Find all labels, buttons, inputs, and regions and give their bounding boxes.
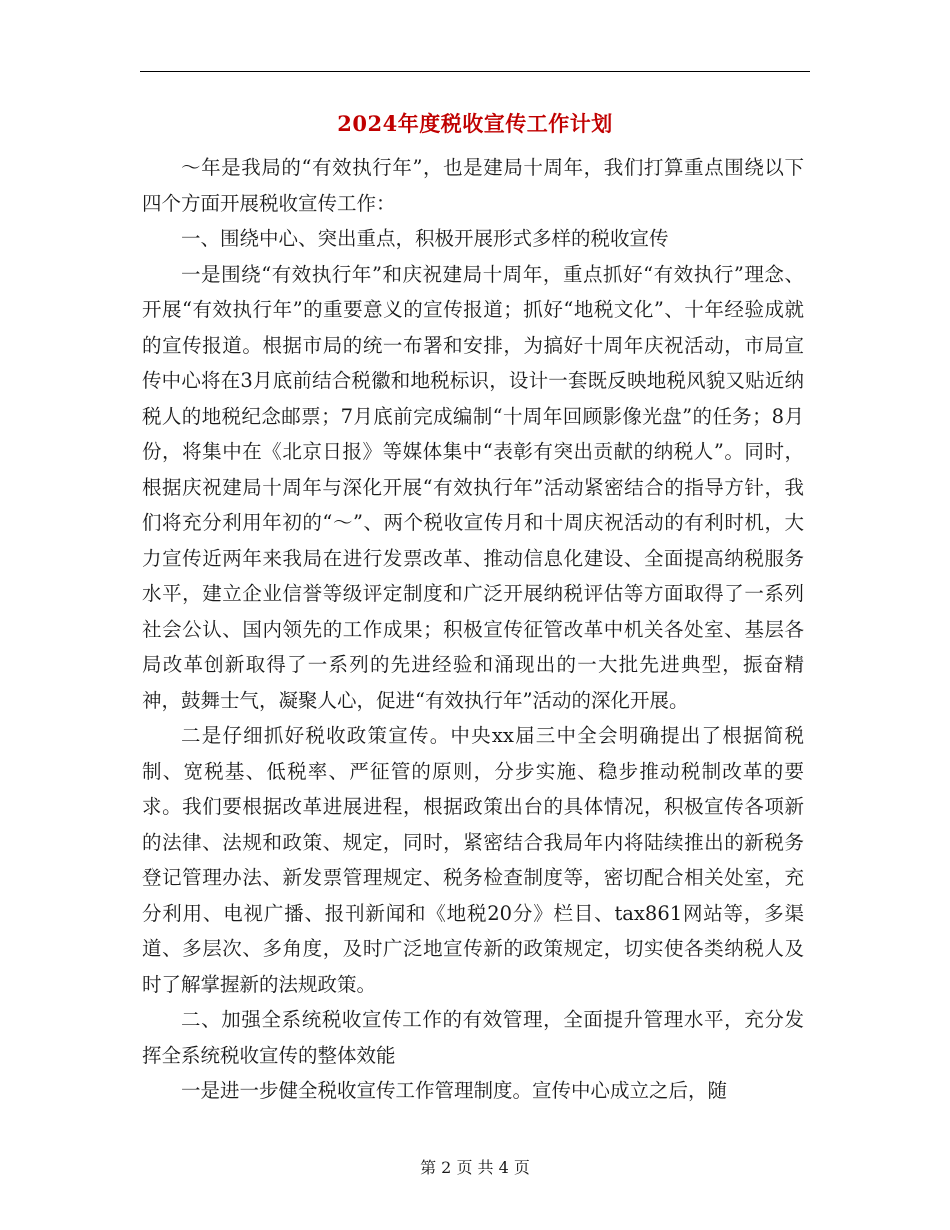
section-heading-1: 一、围绕中心、突出重点，积极开展形式多样的税收宣传 bbox=[181, 227, 669, 250]
document-body bbox=[142, 150, 804, 1109]
paragraph-1-2: 二是仔细抓好税收政策宣传。中央xx届三中全会明确提出了根据简税制、宽税基、低税率、严征管的原则，分步实施、稳步推动税制改革的要求。我们要根据改革进展进程，根据政策出台的具体情况，积极宣传各项新的法律、法规和政策、规定，同时，紧密结合我局年内将陆续推出的新税务登记管理办法、新发票管理规定、税务检查制度等，密切配合相关处室，充分利用、电视广播、报刊新闻和《地税20分》栏目、tax861网站等，多渠道、多层次、多角度，及时广泛地宣传新的政策规定，切实使各类纳税人及时了解掌握新的法规政策。 bbox=[142, 724, 804, 996]
document-title: 2024年度税收宣传工作计划 bbox=[337, 111, 613, 136]
page-number: 第 2 页 共 4 页 bbox=[420, 1158, 530, 1177]
paragraph-2-1: 一是进一步健全税收宣传工作管理制度。宣传中心成立之后，随 bbox=[181, 1079, 728, 1102]
section-heading-2: 二、加强全系统税收宣传工作的有效管理，全面提升管理水平，充分发挥全系统税收宣传的整体效能 bbox=[142, 1008, 804, 1067]
header-rule bbox=[140, 71, 810, 72]
page-footer bbox=[0, 1155, 950, 1178]
paragraph-1-1: 一是围绕“有效执行年”和庆祝建局十周年，重点抓好“有效执行”理念、开展“有效执行年”的重要意义的宣传报道；抓好“地税文化”、十年经验成就的宣传报道。根据市局的统一布署和安排，为搞好十周年庆祝活动，市局宣传中心将在3月底前结合税徽和地税标识，设计一套既反映地税风貌又贴近纳税人的地税纪念邮票；7月底前完成编制“十周年回顾影像光盘”的任务；8月份，将集中在《北京日报》等媒体集中“表彰有突出贡献的纳税人”。同时，根据庆祝建局十周年与深化开展“有效执行年”活动紧密结合的指导方针，我们将充分利用年初的“～”、两个税收宣传月和十周庆祝活动的有利时机，大力宣传近两年来我局在进行发票改革、推动信息化建设、全面提高纳税服务水平，建立企业信誉等级评定制度和广泛开展纳税评估等方面取得了一系列社会公认、国内领先的工作成果；积极宣传征管改革中机关各处室、基层各局改革创新取得了一系列的先进经验和涌现出的一大批先进典型，振奋精神，鼓舞士气，凝聚人心，促进“有效执行年”活动的深化开展。 bbox=[142, 262, 804, 712]
paragraph-intro: ～年是我局的“有效执行年”，也是建局十周年，我们打算重点围绕以下四个方面开展税收宣传工作： bbox=[142, 156, 804, 215]
